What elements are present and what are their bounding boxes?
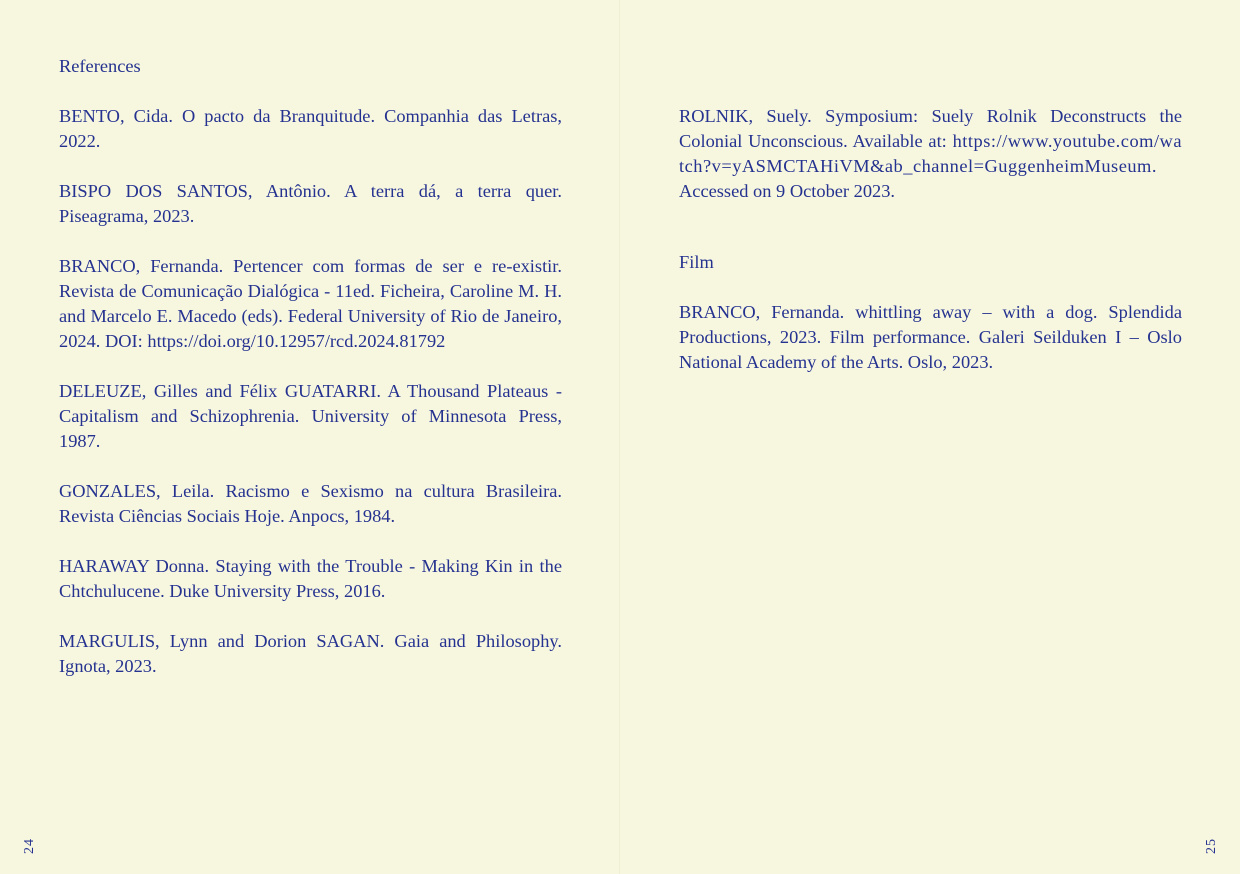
rolnik-citation: ROLNIK, Suely. Symposium: Suely Rolnik Deconstructs the Colonial Unconscious. Available at: (679, 106, 1182, 151)
reference-entry: BRANCO, Fernanda. Pertencer com formas de ser e re-existir. Revista de Comunicação Dialógica - 11ed. Ficheira, Caroline M. H. and Marcelo E. Macedo (eds). Federal University of Rio de Janeiro, 2024. DOI: https://doi.org/10.12957/rcd.2024.81792 (59, 256, 562, 351)
page-number-left: 24 (22, 838, 37, 854)
film-heading: Film (679, 252, 714, 272)
reference-entry: GONZALES, Leila. Racismo e Sexismo na cultura Brasileira. Revista Ciências Sociais Hoje. Anpocs, 1984. (59, 481, 562, 526)
reference-entry: BENTO, Cida. O pacto da Branquitude. Companhia das Letras, 2022. (59, 106, 562, 151)
rolnik-url-link[interactable]: https://www.youtube.com/watch?v=yASMCTAHiVM&ab_channel=GuggenheimMuseum. (679, 131, 1182, 176)
reference-entry: MARGULIS, Lynn and Dorion SAGAN. Gaia and Philosophy. Ignota, 2023. (59, 631, 562, 676)
page-number-right: 25 (1204, 838, 1219, 854)
references-heading: References (59, 56, 141, 76)
reference-entry: DELEUZE, Gilles and Félix GUATARRI. A Thousand Plateaus - Capitalism and Schizophrenia. University of Minnesota Press, 1987. (59, 381, 562, 451)
film-section (679, 250, 1182, 375)
rolnik-accessed-date: Accessed on 9 October 2023. (679, 181, 896, 201)
reference-entry: BISPO DOS SANTOS, Antônio. A terra dá, a terra quer. Piseagrama, 2023. (59, 181, 562, 226)
film-entry: BRANCO, Fernanda. whittling away – with a dog. Splendida Productions, 2023. Film performance. Galeri Seilduken I – Oslo National Academy of the Arts. Oslo, 2023. (679, 302, 1182, 372)
reference-entry: HARAWAY Donna. Staying with the Trouble - Making Kin in the Chtchulucene. Duke University Press, 2016. (59, 556, 562, 601)
references-column (59, 54, 562, 704)
references-continued-column (679, 104, 1182, 400)
reference-entry-rolnik (679, 104, 1182, 204)
right-page (620, 0, 1240, 874)
